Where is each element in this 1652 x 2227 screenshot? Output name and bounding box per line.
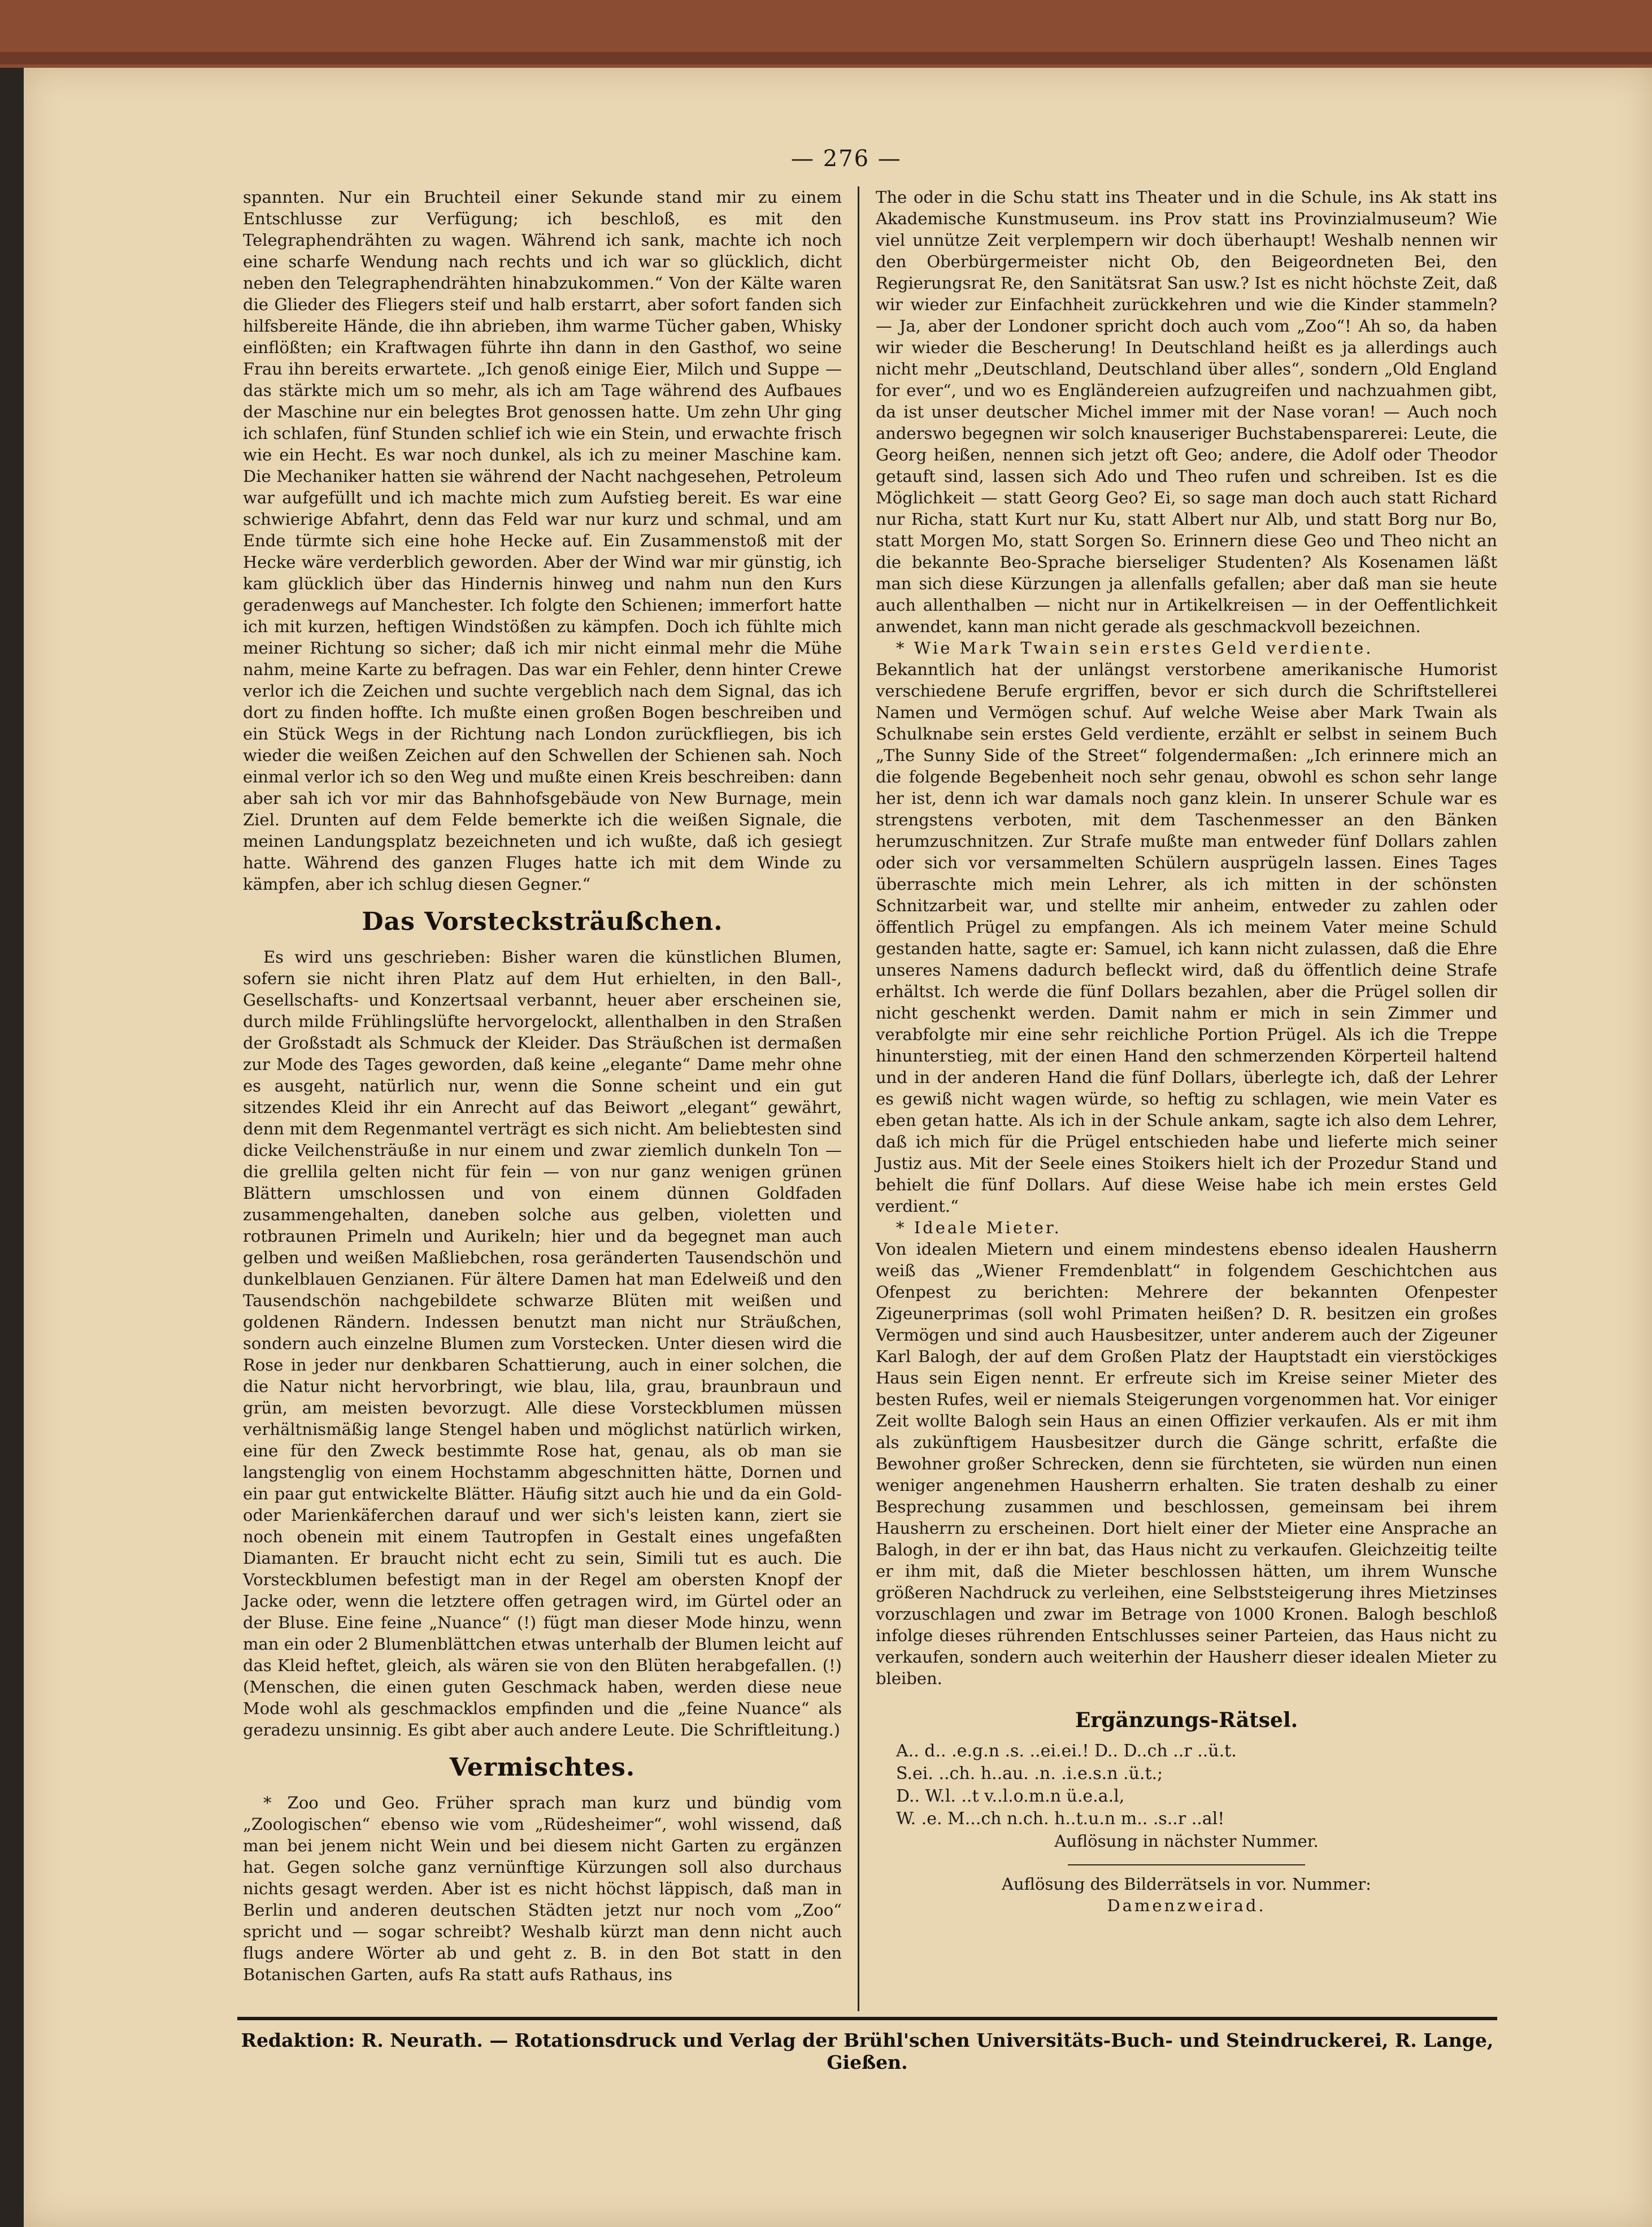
column-divider (858, 186, 859, 2011)
puzzle-lines (876, 1740, 1497, 1830)
page-number: — 276 — (791, 146, 902, 172)
article-body-mark-twain: Bekanntlich hat der unlängst verstorbene amerikanische Humorist verschiedene Berufe ergriffen, bevor er sich durch die Schriftstellerei Namen und Vermögen schuf. Auf welche Weise aber Mark Twain als Schulknabe sein erstes Geld verdiente, erzählt er selbst in seinem Buch „The Sunny Side of the Street“ folgendermaßen: „Ich erinnere mich an die folgende Begebenheit noch sehr genau, obwohl es schon sehr lange her ist, denn ich war damals noch ganz klein. In unserer Schule war es strengstens verboten, mit dem Taschenmesser an den Bänken herumzuschnitzen. Zur Strafe mußte man entweder fünf Dollars zahlen oder sich vor versammelten Schülern ausprügeln lassen. Eines Tages überraschte mich mein Lehrer, als ich mitten in der schönsten Schnitzarbeit war, und stellte mir anheim, entweder zu zahlen oder öffentlich Prügel zu empfangen. Als ich meinem Vater meine Schuld gestanden hatte, sagte er: Samuel, ich kann nicht zulassen, daß die Ehre unseres Namens dadurch befleckt wird, daß du öffentlich deine Strafe erhältst. Ich werde die fünf Dollars bezahlen, aber die Prügel sollen dir nicht geschenkt werden. Damit nahm er mich in sein Zimmer und verabfolgte mir eine sehr reichliche Portion Prügel. Als ich die Treppe hinunterstieg, mit der einen Hand den schmerzenden Körperteil haltend und in der anderen Hand die fünf Dollars, überlegte ich, daß der Lehrer es gewiß nicht wagen würde, so heftig zu schlagen, wie mein Vater es eben getan hatte. Als ich in der Schule ankam, sagte ich also dem Lehrer, daß ich mich für die Prügel entschieden habe und lieferte mich seiner Justiz aus. Mit der Seele eines Stoikers hielt ich der Prozedur Stand und behielt die fünf Dollars. Auf diese Weise habe ich mein erstes Geld verdient.“ (876, 660, 1497, 1216)
article-title-mark-twain: * Wie Mark Twain sein erstes Geld verdiente. (896, 638, 1373, 658)
article-body-vorstecksträußchen: Es wird uns geschrieben: Bisher waren die künstlichen Blumen, sofern sie nicht ihren Platz auf dem Hut erhielten, in den Ball-, Gesellschafts- und Konzertsaal verbannt, heuer aber erscheinen sie, durch milde Frühlingslüfte hervorgelockt, allenthalben in den Straßen der Großstadt als Schmuck der Kleider. Das Sträußchen ist dermaßen zur Mode des Tages geworden, daß keine „elegante“ Dame mehr ohne es ausgeht, natürlich nur, wenn die Sonne scheint und ein gut sitzendes Kleid ihr ein Anrecht auf das Beiwort „elegant“ gewährt, denn mit dem Regenmantel verträgt es sich nicht. Am beliebtesten sind dicke Veilchensträuße in nur einem und zwar ziemlich dunkeln Ton — die grellila gelten nicht für fein — von nur ganz wenigen grünen Blättern umschlossen und von einem dünnen Goldfaden zusammengehalten, daneben solche aus gelben, violetten und rotbraunen Primeln und Aurikeln; hier und da begegnet man auch gelben und weißen Maßliebchen, rosa geränderten Tausendschön und dunkelblauen Genzianen. Für ältere Damen hat man Edelweiß und den Tausendschön nachgebildete schwarze Blüten mit weißen und goldenen Rändern. Indessen benutzt man nicht nur Sträußchen, sondern auch einzelne Blumen zum Vorstecken. Unter diesen wird die Rose in jeder nur denkbaren Schattierung, auch in einer solchen, die die Natur nicht hervorbringt, wie blau, lila, grau, braunbraun und grün, am meisten bevorzugt. Alle diese Vorsteckblumen müssen verhältnismäßig lange Stengel haben und möglichst natürlich wirken, eine für den Zweck bestimmte Rose hat, genau, als ob man sie langstenglig von einem Hochstamm abgeschnitten hätte, Dornen und ein paar gut entwickelte Blätter. Häufig sitzt auch hie und da ein Gold- oder Marienkäferchen darauf und wer sich's leisten kann, ziert sie noch obenein mit einem Tautropfen in Gestalt eines ungefaßten Diamanten. Er braucht nicht echt zu sein, Simili tut es auch. Die Vorsteckblumen befestigt man in der Regel am obersten Knopf der Jacke oder, wenn die letztere offen getragen wird, im Gürtel oder an der Bluse. Eine feine „Nuance“ (!) fügt man dieser Mode hinzu, wenn man ein oder 2 Blumenblättchen etwas unterhalb der Blumen leicht auf das Kleid heftet, gleich, als wären sie von den Blüten herabgefallen. (!) (Menschen, die einen guten Geschmack haben, werden diese neue Mode wohl als geschmacklos empfinden und die „feine Nuance“ als geradezu unsinnig. Es gibt aber auch andere Leute. Die Schriftleitung.) (243, 947, 842, 1739)
article-title-vorstecksträußchen: Das Vorstecksträußchen. (362, 907, 723, 936)
scan-edge-strip (0, 52, 1652, 64)
imprint-footer: Redaktion: R. Neurath. — Rotationsdruck und Verlag der Brühl'schen Universitäts-Buch- und Steindruckerei, R. Lange, Gießen. (241, 2029, 1494, 2073)
right-column (876, 186, 1497, 1916)
solution-answer: Damenzweirad. (1107, 1896, 1266, 1915)
intro-paragraph: spannten. Nur ein Bruchteil einer Sekunde stand mir zu einem Entschlusse zur Verfügung; ich beschloß, es mit den Telegraphendrähten zu wagen. Während ich sank, machte ich noch eine scharfe Wendung nach rechts und ich war so glücklich, dicht neben den Telegraphendrähten hinabzukommen.“ Von der Kälte waren die Glieder des Fliegers steif und halb erstarrt, aber sofort fanden sich hilfsbereite Hände, die ihn abrieben, ihm warme Tücher gaben, Whisky einflößten; ein Kraftwagen führte ihn dann in den Gasthof, wo seine Frau ihn bereits erwartete. „Ich genoß einige Eier, Milch und Suppe — das stärkte mich um so mehr, als ich am Tage während des Aufbaues der Maschine nur ein belegtes Brot genossen hatte. Um zehn Uhr ging ich schlafen, fünf Stunden schlief ich wie ein Stein, und erwachte frisch wie ein Hecht. Es war noch dunkel, als ich zu meiner Maschine kam. Die Mechaniker hatten sie während der Nacht nachgesehen, Petroleum war aufgefüllt und ich machte mich zum Aufstieg bereit. Es war eine schwierige Abfahrt, denn das Feld war nur kurz und schmal, und am Ende türmte sich eine hohe Hecke auf. Ein Zusammenstoß mit der Hecke wäre verderblich geworden. Aber der Wind war mir günstig, ich kam glücklich über das Hindernis hinweg und nahm nun den Kurs geradenwegs auf Manchester. Ich folgte den Schienen; immerfort hatte ich mit kurzen, heftigen Windstößen zu kämpfen. Doch ich fühlte mich meiner Richtung so sicher; daß ich mir nicht einmal mehr die Mühe nahm, meine Karte zu befragen. Das war ein Fehler, denn hinter Crewe verlor ich die Zeichen und suchte vergeblich nach dem Signal, das ich dort zu finden hoffte. Ich mußte einen großen Bogen beschreiben und ein Stück Wegs in der Richtung nach London zurückfliegen, bis ich wieder die weißen Zeichen auf den Schwellen der Schienen sah. Noch einmal verlor ich so den Weg und mußte einen Kreis beschreiben: dann aber sah ich vor mir das Bahnhofsgebäude von New Burnage, mein Ziel. Drunten auf dem Felde bemerkte ich die weißen Signale, die meinen Landungsplatz bezeichneten und ich wußte, daß ich gesiegt hatte. Während des ganzen Fluges hatte ich mit dem Winde zu kämpfen, aber ich schlug diesen Gegner.“ (243, 188, 842, 894)
puzzle-line: D.. W.l. ..t v..l.o.m.n ü.e.a.l, (896, 1786, 1125, 1806)
puzzle-title: Ergänzungs-Rätsel. (1075, 1708, 1298, 1732)
footer-rule (237, 2017, 1497, 2020)
short-rule (1068, 1864, 1305, 1865)
section-title-vermischtes: Vermischtes. (449, 1753, 636, 1782)
puzzle-line: A.. d.. .e.g.n .s. ..ei.ei.! D.. D..ch ..r ..ü.t. (896, 1741, 1237, 1761)
left-column (243, 186, 842, 1985)
puzzle-line: W. .e. M...ch n.ch. h..t.u.n m.. .s..r ..al! (896, 1809, 1225, 1829)
puzzle-note: Auflösung in nächster Nummer. (1054, 1832, 1319, 1851)
article-body-ideale-mieter: Von idealen Mietern und einem mindestens ebenso idealen Hausherrn weiß das „Wiener Fremdenblatt“ in folgendem Geschichtchen aus Ofenpest zu berichten: Mehrere der bekannten Ofenpester Zigeunerprimas (soll wohl Primaten heißen? D. R. besitzen ein großes Vermögen und sind auch Hausbesitzer, unter anderem auch der Zigeuner Karl Balogh, der auf dem Großen Platz der Hauptstadt ein vierstöckiges Haus sein Eigen nennt. Er erfreute sich im Kreise seiner Mieter des besten Rufes, weil er niemals Steigerungen vorgenommen hat. Vor einiger Zeit wollte Balogh sein Haus an einen Offizier verkaufen. Als er mit ihm als zukünftigem Hausbesitzer durch die Gänge schritt, erfaßte die Bewohner großer Schrecken, denn sie fürchteten, sie würden nun einen weniger angenehmen Hausherrn erhalten. Sie traten deshalb zu einer Besprechung zusammen und beschlossen, gemeinsam bei ihrem Hausherrn zu erscheinen. Dort hielt einer der Mieter eine Ansprache an Balogh, in der er ihn bat, das Haus nicht zu verkaufen. Gleichzeitig teilte er ihm mit, daß die Mieter beschlossen hätten, um ihrem Wunsche größeren Nachdruck zu verleihen, eine Selbststeigerung ihres Mietzinses vorzuschlagen und zwar im Betrage von 1000 Kronen. Balogh beschloß infolge dieses rührenden Entschlusses seiner Parteien, das Haus nicht zu verkaufen, sondern auch weiterhin der Hausherr dieser idealen Mieter zu bleiben. (876, 1239, 1497, 1688)
article-body-zoo-geo: * Zoo und Geo. Früher sprach man kurz und bündig vom „Zoologischen“ ebenso wie vom „Rüdesheimer“, wohl wissend, daß man bei jenem nicht Wein und bei diesem nicht Garten zu ergänzen hat. Gegen solche ganz vernünftige Kürzungen soll also durchaus nichts gesagt werden. Aber ist es nicht höchst läppisch, daß man in Berlin und anderen deutschen Städten jetzt nur noch vom „Zoo“ spricht und — sogar schreibt? Weshalb kürzt man denn nicht auch flugs andere Wörter ab und geht z. B. in den Bot statt in den Botanischen Garten, aufs Ra statt aufs Rathaus, ins (243, 1793, 842, 1984)
solution-title: Auflösung des Bilderrätsels in vor. Nummer: (1002, 1874, 1371, 1894)
puzzle-line: S.ei. ..ch. h..au. .n. .i.e.s.n .ü.t.; (896, 1764, 1163, 1784)
article-title-ideale-mieter: * Ideale Mieter. (896, 1218, 1062, 1237)
continuation-paragraph: The oder in die Schu statt ins Theater und in die Schule, ins Ak statt ins Akademische Kunstmuseum. ins Prov statt ins Provinzialmuseum? Wie viel unnütze Zeit verplempern wir doch überhaupt! Weshalb nennen wir den Oberbürgermeister nicht Ob, den Beigeordneten Bei, den Regierungsrat Re, den Sanitätsrat San usw.? Ist es nicht höchste Zeit, daß wir wieder zur Einfachheit zurückkehren und wie die Kinder stammeln? — Ja, aber der Londoner spricht doch auch vom „Zoo“! Ah so, da haben wir wieder die Bescherung! In Deutschland heißt es ja allerdings auch nicht mehr „Deutschland, Deutschland über alles“, sondern „Old England for ever“, und wo es Engländereien aufzugreifen und nachzuahmen gibt, da ist unser deutscher Michel immer mit der Nase voran! — Auch noch anderswo begegnen wir solch knauseriger Buchstabensparerei: Leute, die Georg heißen, nennen sich jetzt oft Geo; andere, die Adolf oder Theodor getauft sind, lassen sich Ado und Theo rufen und schreiben. Ist es die Möglichkeit — statt Georg Geo? Ei, so sage man doch auch statt Richard nur Richa, statt Kurt nur Ku, statt Albert nur Alb, und statt Borg nur Bo, statt Morgen Mo, statt Sorgen So. Erinnern diese Geo und Theo nicht an die bekannte Beo-Sprache bierseliger Studenten? Als Kosenamen läßt man sich diese Kürzungen ja allenfalls gefallen; aber daß man sie heute auch allenthalben — nicht nur in Artikelkreisen — in der Oeffentlichkeit anwendet, kann man nicht gerade als geschmackvoll bezeichnen. (876, 188, 1497, 636)
scan-top-band (0, 0, 1652, 68)
